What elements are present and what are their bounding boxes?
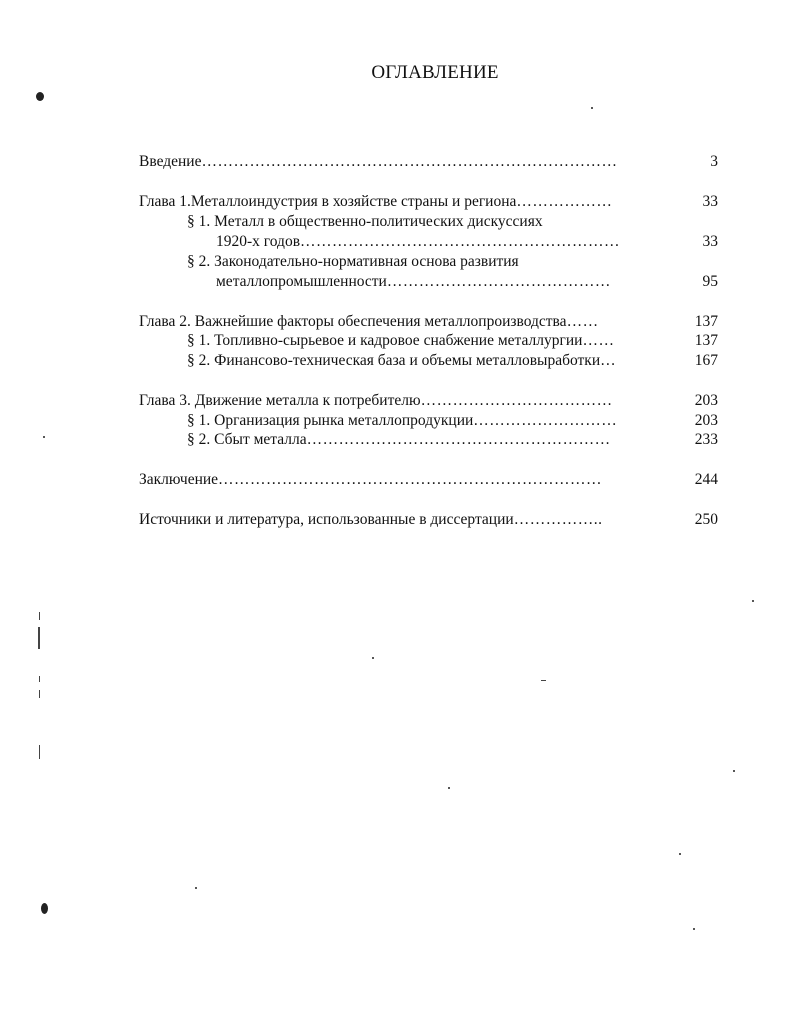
toc-leader-dots: ……………………… <box>473 412 618 429</box>
toc-entry-text: § 1. Топливно-сырьевое и кадровое снабжение металлургии <box>187 332 583 349</box>
toc-page-number: 244 <box>694 471 718 488</box>
toc-entry-sources <box>139 510 669 530</box>
toc-leader-dots: ……………… <box>516 193 613 210</box>
toc-entry-text: § 1. Организация рынка металлопродукции <box>187 412 474 429</box>
scan-speck <box>372 657 374 659</box>
toc-leader-dots: ……………………………………………………………… <box>218 471 603 488</box>
toc-entry-text: 1920-х годов <box>216 233 301 250</box>
toc-leader-dots: ………………………………………………… <box>306 431 611 448</box>
toc-entry-text: Заключение <box>139 471 219 488</box>
toc-page-number: 233 <box>694 431 718 448</box>
scan-streak <box>541 680 546 681</box>
toc-leader-dots: …………………………………………………………………… <box>201 153 618 170</box>
toc-entry-introduction <box>139 152 669 172</box>
scan-speck <box>41 903 48 914</box>
toc-page-number: 3 <box>710 153 718 170</box>
toc-page-number: 167 <box>694 352 718 369</box>
toc-entry-ch2-sec2 <box>187 351 671 371</box>
scan-speck <box>43 436 45 438</box>
toc-entry-ch1-sec1 <box>216 232 669 252</box>
toc-page-number: 203 <box>694 392 718 409</box>
toc-entry-ch1-sec1-line1: § 1. Металл в общественно-политических дискуссиях <box>187 213 543 230</box>
toc-entry-text: Глава 2. Важнейшие факторы обеспечения металлопроизводства <box>139 313 567 330</box>
toc-leader-dots: ……………………………… <box>420 392 613 409</box>
toc-page-number: 203 <box>694 412 718 429</box>
page-title: ОГЛАВЛЕНИЕ <box>371 62 499 83</box>
scan-streak <box>39 676 40 682</box>
toc-leader-dots: …………….. <box>513 511 603 528</box>
toc-entry-chapter-2 <box>139 312 692 332</box>
toc-entry-chapter-3 <box>139 391 665 411</box>
toc-entry-text: Глава 3. Движение металла к потребителю <box>139 392 421 409</box>
scan-speck <box>693 928 695 930</box>
scan-streak <box>39 690 40 698</box>
toc-page-number: 137 <box>694 313 718 330</box>
scan-speck <box>448 787 450 789</box>
scan-speck <box>36 92 44 101</box>
toc-page-number: 137 <box>694 332 718 349</box>
toc-leader-dots: …… <box>566 313 599 330</box>
scan-speck <box>733 770 735 772</box>
toc-leader-dots: …………………………………… <box>386 273 611 290</box>
scan-streak <box>38 627 40 649</box>
scan-speck <box>752 600 754 602</box>
toc-page-number: 95 <box>702 273 718 290</box>
toc-entry-text: § 2. Финансово-техническая база и объемы металловыработки <box>187 352 601 369</box>
toc-leader-dots: …………………………………………………… <box>300 233 621 250</box>
toc-entry-ch1-sec2 <box>216 272 669 292</box>
toc-entry-text: § 2. Сбыт металла <box>187 431 307 448</box>
toc-page-number: 33 <box>702 193 718 210</box>
toc-entry-conclusion <box>139 470 669 490</box>
toc-entry-chapter-1 <box>139 192 669 212</box>
toc-entry-text: Глава 1.Металлоиндустрия в хозяйстве страны и региона <box>139 193 517 210</box>
toc-entry-text: Введение <box>139 153 202 170</box>
scan-streak <box>39 612 40 620</box>
toc-page-number: 33 <box>702 233 718 250</box>
scan-streak <box>39 745 40 759</box>
toc-leader-dots: … <box>600 352 617 369</box>
scan-speck <box>195 887 197 889</box>
scan-speck <box>591 107 593 109</box>
toc-entry-ch3-sec1 <box>187 411 665 431</box>
toc-leader-dots: …… <box>582 332 615 349</box>
toc-entry-ch3-sec2 <box>187 430 667 450</box>
toc-entry-ch1-sec2-line1: § 2. Законодательно-нормативная основа развития <box>187 253 519 270</box>
scan-speck <box>679 853 681 855</box>
toc-entry-ch2-sec1 <box>187 331 667 351</box>
toc-entry-text: металлопромышленности <box>216 273 387 290</box>
toc-entry-text: Источники и литература, использованные в диссертации <box>139 511 514 528</box>
toc-page-number: 250 <box>694 511 718 528</box>
